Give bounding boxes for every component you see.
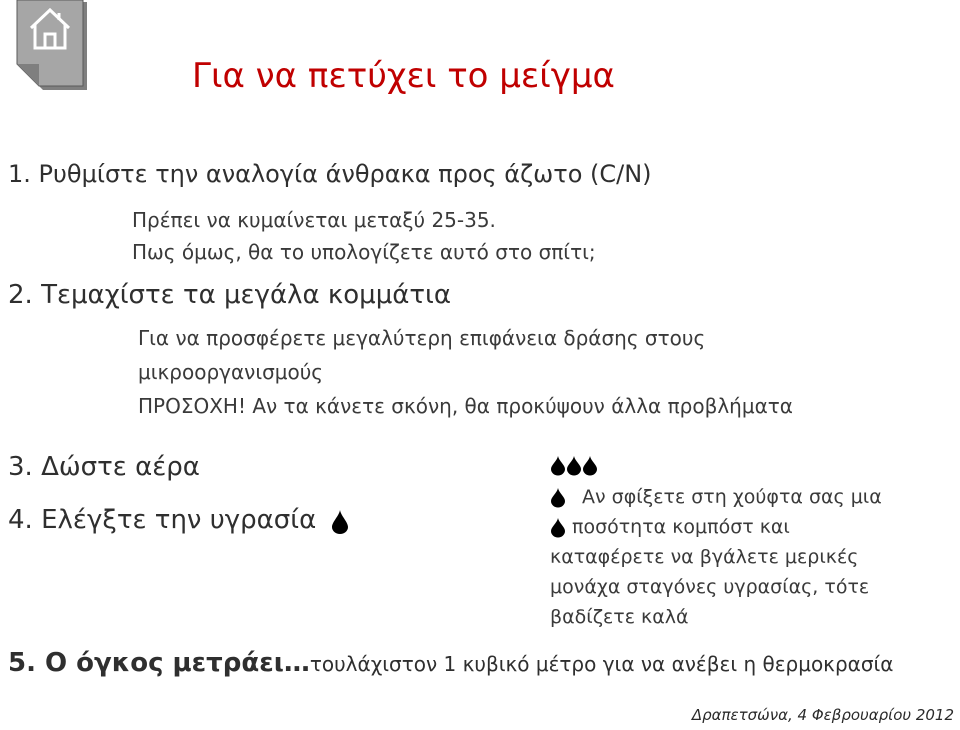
step-1-line-2: Πως όμως, θα το υπολογίζετε αυτό στο σπίτι; xyxy=(132,240,596,264)
step-5-heading-rest: τουλάχιστον 1 κυβικό μέτρο για να ανέβει η θερμοκρασία xyxy=(309,652,894,676)
step-1-heading: 1. Ρυθμίστε την αναλογία άνθρακα προς άζωτο (C/N) xyxy=(8,160,652,188)
step-2-heading: 2. Τεμαχίστε τα μεγάλα κομμάτια xyxy=(8,280,451,310)
moisture-line-1: Αν σφίξετε στη χούφτα σας μια xyxy=(582,486,882,508)
step-3-heading: 3. Δώστε αέρα xyxy=(8,452,200,482)
moisture-line-3: καταφέρετε να βγάλετε μερικές xyxy=(550,546,859,568)
slide-title: Για να πετύχει το μείγμα xyxy=(192,56,615,96)
water-drop-icon xyxy=(551,518,565,538)
moisture-line-2: ποσότητα κομπόστ και xyxy=(572,516,790,538)
water-drop-icon xyxy=(551,488,565,508)
step-2-line-2: μικροοργανισμούς xyxy=(138,360,324,384)
footer-date: Δραπετσώνα, 4 Φεβρουαρίου 2012 xyxy=(691,706,954,724)
step-4-heading: 4. Ελέγξτε την υγρασία xyxy=(8,505,317,535)
moisture-line-4: μονάχα σταγόνες υγρασίας, τότε xyxy=(550,576,870,598)
step-1-line-1: Πρέπει να κυμαίνεται μεταξύ 25-35. xyxy=(132,208,496,232)
home-icon xyxy=(13,0,91,96)
step-2-line-1: Για να προσφέρετε μεγαλύτερη επιφάνεια δράσης στους xyxy=(138,326,706,350)
moisture-line-5: βαδίζετε καλά xyxy=(550,606,689,628)
step-5-heading xyxy=(8,648,893,678)
home-button[interactable] xyxy=(13,0,91,96)
water-drop-icon xyxy=(332,510,348,534)
step-5-heading-bold: 5. Ο όγκος μετράει… xyxy=(8,648,310,678)
step-2-warning: ΠΡΟΣΟΧΗ! Αν τα κάνετε σκόνη, θα προκύψουν άλλα προβλήματα xyxy=(138,394,793,418)
water-drop-icon xyxy=(551,456,599,476)
